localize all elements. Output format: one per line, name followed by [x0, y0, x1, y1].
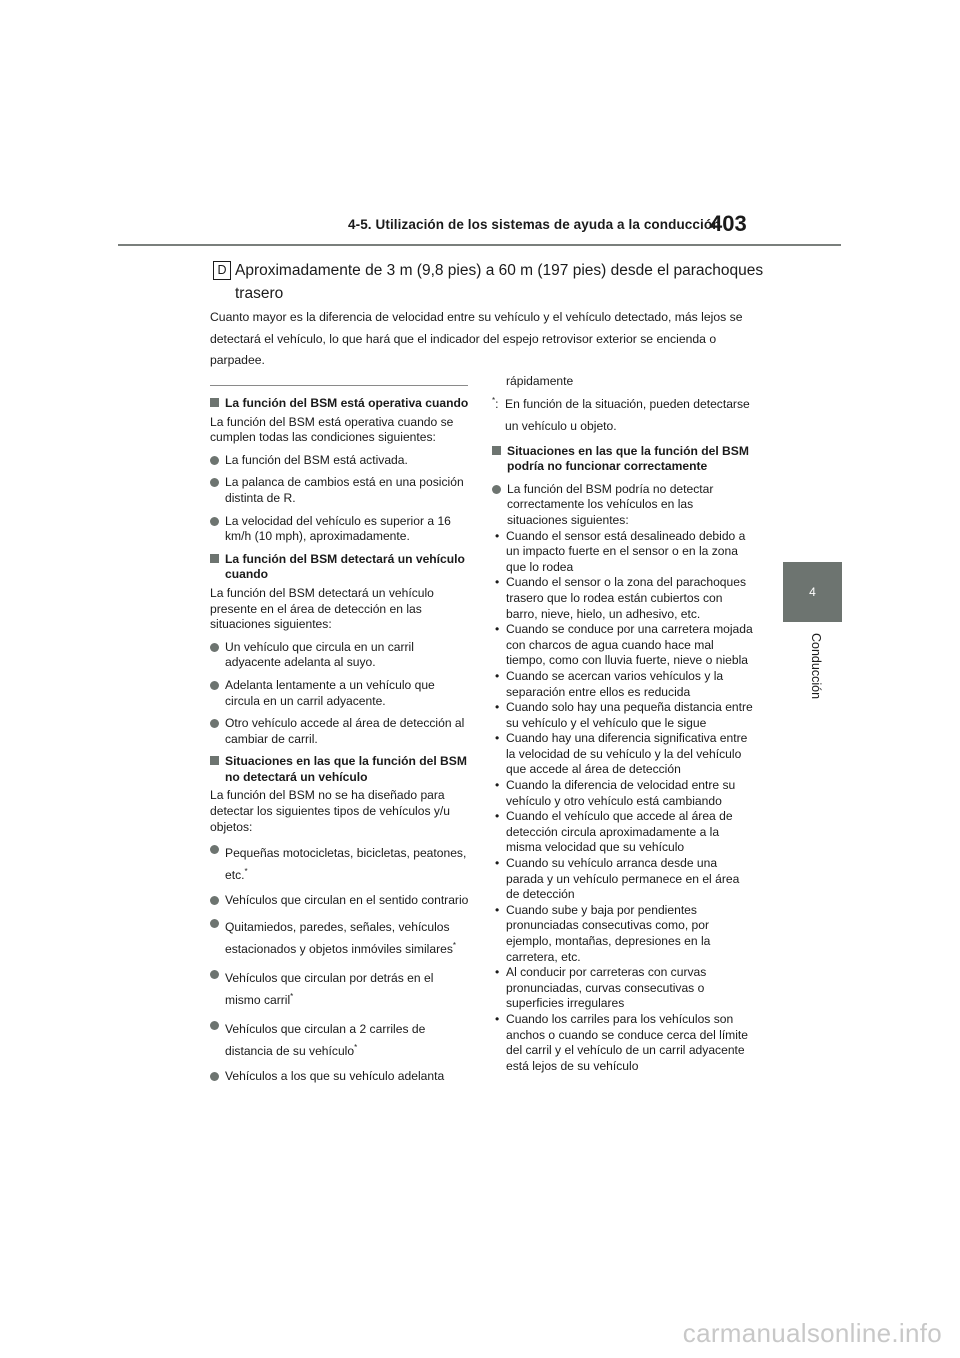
- footnote-ref: *: [354, 1042, 358, 1052]
- square-bullet-icon: [210, 554, 219, 563]
- footnote-marker: *:: [492, 395, 499, 411]
- circle-bullet-icon: [210, 896, 219, 905]
- continued-text: rápidamente: [506, 374, 574, 388]
- column-divider: [210, 385, 468, 386]
- circle-bullet-icon: [210, 478, 219, 487]
- page-number: 403: [710, 211, 747, 236]
- bullet-item: Un vehículo que circula en un carril adyacente adelanta al suyo.: [210, 640, 470, 671]
- right-column: [492, 374, 754, 1074]
- watermark: carmanualsonline.info: [682, 1318, 942, 1348]
- footnote: *: En función de la situación, pueden detectarse un vehículo u objeto.: [492, 393, 754, 437]
- bullet-item: Vehículos que circulan en el sentido contrario: [210, 893, 470, 909]
- sub-bullet-item: • Cuando la diferencia de velocidad entre su vehículo y otro vehículo está cambiando: [495, 778, 736, 808]
- bullet-item: Otro vehículo accede al área de detección al cambiar de carril.: [210, 716, 470, 747]
- circle-bullet-icon: [210, 845, 219, 854]
- header-divider: [118, 244, 841, 246]
- chapter-number: 4: [809, 585, 816, 599]
- section-heading: Situaciones en las que la función del BSM no detectará un vehículo: [210, 754, 470, 785]
- circle-bullet-icon: [210, 1021, 219, 1030]
- intro-paragraph: Cuanto mayor es la diferencia de velocidad entre su vehículo y el vehículo detectado, más lejos se detectará el vehículo, lo que hará que el indicador del espejo retrovisor exterior se encienda o parpadee.: [210, 310, 743, 367]
- section-heading: La función del BSM detectará un vehículo cuando: [210, 552, 470, 583]
- circle-bullet-icon: [210, 517, 219, 526]
- dot-bullet-icon: •: [495, 731, 500, 746]
- bullet-item: Vehículos que circulan a 2 carriles de distancia de su vehículo*: [210, 1018, 470, 1062]
- sub-bullet-item: • Cuando sube y baja por pendientes pronunciadas consecutivas como, por ejemplo, montañas, depresiones en la carretera, etc.: [495, 902, 711, 964]
- sub-bullet-item: • Cuando solo hay una pequeña distancia entre su vehículo y el vehículo que le sigue: [495, 700, 753, 730]
- callout-text: Aproximadamente de 3 m (9,8 pies) a 60 m (197 pies) desde el parachoques trasero: [235, 262, 764, 302]
- paragraph: La función del BSM detectará un vehículo presente en el área de detección en las situaciones siguientes:: [210, 585, 434, 632]
- dot-bullet-icon: •: [495, 622, 500, 637]
- sub-bullet-item: • Cuando se acercan varios vehículos y la separación entre ellos es reducida: [495, 668, 724, 699]
- sub-bullet-item: • Cuando hay una diferencia significativa entre la velocidad de su vehículo y la del vehículo que accede al área de detección: [495, 731, 748, 777]
- bullet-item: La función del BSM está activada.: [210, 453, 470, 469]
- footnote-ref: *: [452, 940, 456, 950]
- chapter-tab[interactable]: [783, 562, 842, 622]
- sub-bullet-item: • Cuando el vehículo que accede al área de detección circula aproximadamente a la misma velocidad que su vehículo: [495, 809, 733, 855]
- dot-bullet-icon: •: [495, 902, 500, 917]
- dot-bullet-icon: •: [495, 700, 500, 715]
- dot-bullet-icon: •: [495, 575, 500, 590]
- bullet-item: La función del BSM podría no detectar correctamente los vehículos en las situaciones siguientes:: [492, 482, 754, 529]
- circle-bullet-icon: [210, 919, 219, 928]
- circle-bullet-icon: [210, 681, 219, 690]
- bullet-item: Quitamiedos, paredes, señales, vehículos estacionados y objetos inmóviles similares*: [210, 916, 470, 960]
- bullet-item: Adelanta lentamente a un vehículo que circula en un carril adyacente.: [210, 678, 470, 709]
- square-bullet-icon: [210, 756, 219, 765]
- dot-bullet-icon: •: [495, 778, 500, 793]
- sub-bullet-item: • Cuando su vehículo arranca desde una parada y un vehículo permanece en el área de detección: [495, 856, 740, 902]
- paragraph: La función del BSM está operativa cuando se cumplen todas las condiciones siguientes:: [210, 414, 454, 445]
- circle-bullet-icon: [210, 456, 219, 465]
- sub-bullet-item: • Cuando el sensor está desalineado debido a un impacto fuerte en el sensor o en la zona que lo rodea: [495, 528, 746, 574]
- square-bullet-icon: [210, 398, 219, 407]
- circle-bullet-icon: [492, 485, 501, 494]
- circle-bullet-icon: [210, 1072, 219, 1081]
- section-heading: La función del BSM está operativa cuando: [210, 396, 470, 412]
- callout-letter-box: D: [213, 261, 231, 280]
- chapter-label: Conducción: [809, 633, 823, 700]
- dot-bullet-icon: •: [495, 856, 500, 871]
- bullet-item: La palanca de cambios está en una posición distinta de R.: [210, 475, 470, 506]
- left-column: [210, 389, 470, 1084]
- sub-bullet-item: • Cuando se conduce por una carretera mojada con charcos de agua cuando hace mal tiempo, como con lluvia fuerte, nieve o niebla: [495, 622, 753, 668]
- section-heading: Situaciones en las que la función del BSM podría no funcionar correctamente: [492, 444, 754, 475]
- bullet-item: Vehículos que circulan por detrás en el mismo carril*: [210, 967, 470, 1011]
- sub-bullet-item: • Cuando el sensor o la zona del parachoques trasero que lo rodea están cubiertos con barro, nieve, hielo, un adhesivo, etc.: [495, 575, 747, 621]
- dot-bullet-icon: •: [495, 965, 500, 980]
- bullet-item: La velocidad del vehículo es superior a 16 km/h (10 mph), aproximadamente.: [210, 514, 470, 545]
- sub-bullet-item: • Al conducir por carreteras con curvas pronunciadas, curvas consecutivas o superficies irregulares: [495, 965, 707, 1011]
- bullet-item: Pequeñas motocicletas, bicicletas, peatones, etc.*: [210, 842, 470, 886]
- circle-bullet-icon: [210, 970, 219, 979]
- dot-bullet-icon: •: [495, 668, 500, 683]
- square-bullet-icon: [492, 446, 501, 455]
- footnote-ref: *: [290, 991, 294, 1001]
- section-title: 4-5. Utilización de los sistemas de ayuda a la conducción: [348, 217, 721, 232]
- dot-bullet-icon: •: [495, 528, 500, 543]
- circle-bullet-icon: [210, 719, 219, 728]
- paragraph: La función del BSM no se ha diseñado para detectar los siguientes tipos de vehículos y/u objetos:: [210, 788, 450, 834]
- circle-bullet-icon: [210, 643, 219, 652]
- bullet-item: Vehículos a los que su vehículo adelanta: [210, 1069, 470, 1085]
- footnote-ref: *: [244, 867, 248, 877]
- dot-bullet-icon: •: [495, 809, 500, 824]
- sub-bullet-item: • Cuando los carriles para los vehículos son anchos o cuando se conduce cerca del límite del carril y el vehículo de un carril adyacente está lejos de su vehículo: [495, 1011, 749, 1073]
- dot-bullet-icon: •: [495, 1011, 500, 1026]
